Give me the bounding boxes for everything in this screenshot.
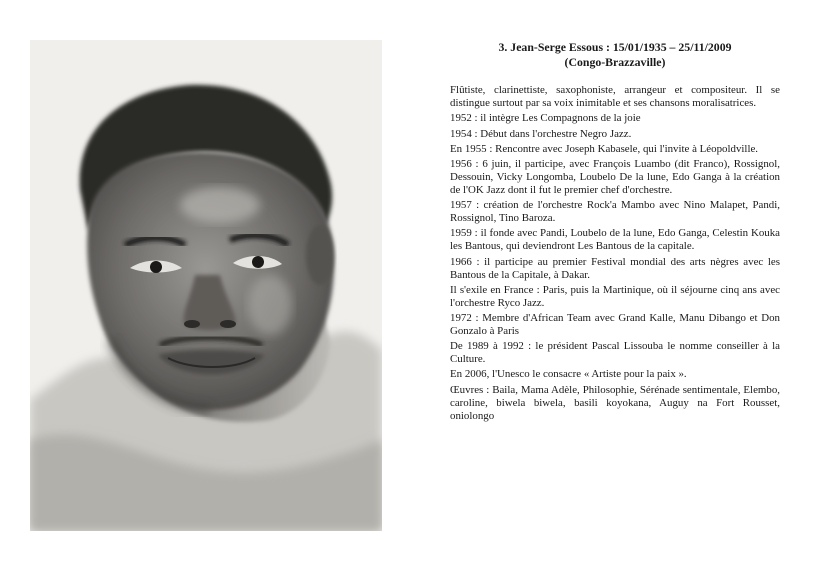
title-name-dates: 3. Jean-Serge Essous : 15/01/1935 – 25/11/2009 [498, 40, 732, 54]
bio-works: Œuvres : Baila, Mama Adèle, Philosophie, Sérénade sentimentale, Elembo, caroline, biwela biwela, basili koyokana, Auguy na Fort Rousset, oniolongo [450, 383, 780, 422]
bio-entry-exile: Il s'exile en France : Paris, puis la Martinique, où il séjourne cinq ans avec l'orchestre Ryco Jazz. [450, 283, 780, 309]
biography-column [450, 40, 780, 425]
bio-entry-1954: 1954 : Début dans l'orchestre Negro Jazz. [450, 127, 632, 140]
bio-entry-1989: De 1989 à 1992 : le président Pascal Lissouba le nomme conseiller à la Culture. [450, 340, 780, 366]
bio-intro: Flûtiste, clarinettiste, saxophoniste, arrangeur et compositeur. Il se distingue surtout par sa voix inimitable et ses chansons moralisatrices. [450, 84, 780, 109]
bio-entry-2006: En 2006, l'Unesco le consacre « Artiste pour la paix ». [450, 368, 687, 381]
ink-wash-portrait [30, 40, 382, 531]
bio-entry-1956: 1956 : 6 juin, il participe, avec François Luambo (dit Franco), Rossignol, Dessouin, Vicky Longomba, Loubelo De la lune, Edo Ganga à la création de l'OK Jazz dont il fut le premier chef d'orchestre. [450, 158, 780, 196]
bio-entry-1972: 1972 : Membre d'African Team avec Grand Kalle, Manu Dibango et Don Gonzalo à Paris [450, 312, 780, 337]
bio-entry-1959: 1959 : il fonde avec Pandi, Loubelo de la lune, Edo Ganga, Celestin Kouka les Bantous, qui deviendront Les Bantous de la capitale. [450, 227, 780, 253]
title-country: (Congo-Brazzaville) [564, 55, 666, 69]
bio-entry-1957: 1957 : création de l'orchestre Rock'a Mambo avec Nino Malapet, Pandi, Rossignol, Tino Baroza. [450, 199, 780, 225]
bio-entry-1966: 1966 : il participe au premier Festival mondial des arts nègres avec les Bantous de la Capitale, à Dakar. [450, 255, 780, 281]
bio-entry-1952: 1952 : il intègre Les Compagnons de la joie [450, 112, 641, 125]
bio-entry-1955: En 1955 : Rencontre avec Joseph Kabasele, qui l'invite à Léopoldville. [450, 142, 759, 155]
portrait-painting [30, 40, 382, 531]
biography-title [450, 40, 780, 70]
